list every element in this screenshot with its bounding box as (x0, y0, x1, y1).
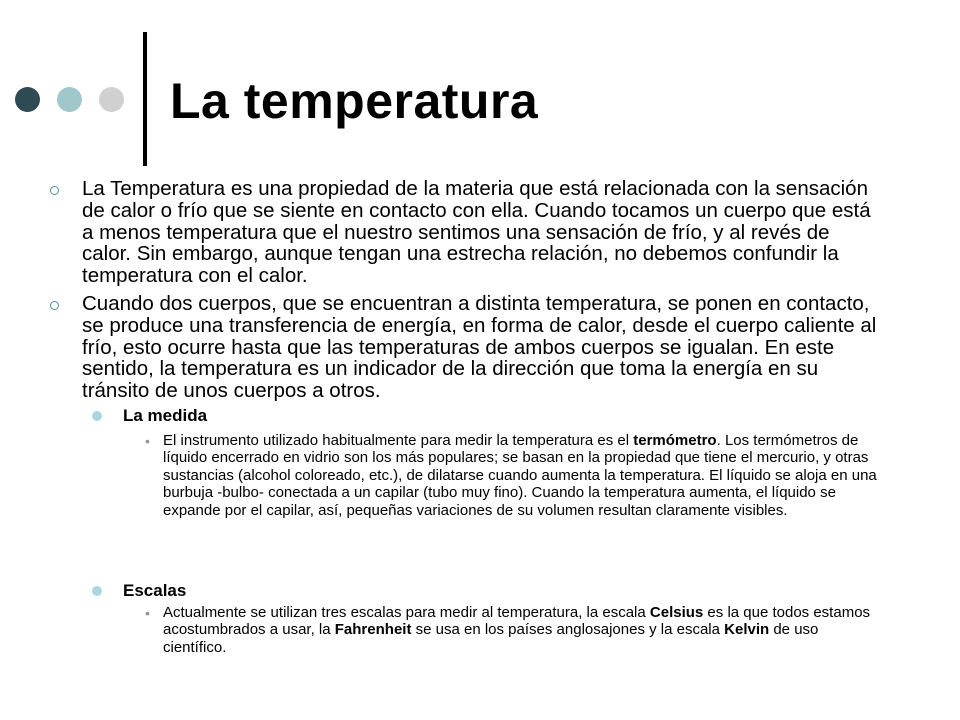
dot-bullet-icon (92, 586, 102, 596)
ring-bullet-icon (50, 186, 59, 195)
term-kelvin: Kelvin (724, 621, 770, 639)
paragraph-heat-transfer: Cuando dos cuerpos, que se encuentran a distinta temperatura, se ponen en contacto, se produce una transferencia de energía, en forma de calor, desde el cuerpo caliente al frío, esto ocurre hasta que las temperaturas de ambos cuerpos se igualan. En este sentido, la temperatura es un indicador de la dirección que toma la energía en su tránsito de unos cuerpos a otros. (82, 292, 877, 403)
small-bullet-icon: • (145, 605, 150, 621)
term-celsius: Celsius (649, 604, 704, 621)
dot-bullet-icon (92, 411, 102, 421)
ring-bullet-icon (50, 301, 59, 310)
term-fahrenheit: Fahrenheit (334, 621, 412, 639)
decor-dot-dark (15, 87, 40, 112)
decor-dot-gray (99, 87, 124, 112)
decor-dot-teal (57, 87, 82, 112)
term-termometro: termómetro (633, 432, 717, 449)
heading-la-medida: La medida (123, 406, 208, 425)
slide-title: La temperatura (170, 73, 539, 129)
paragraph-temperature-definition: La Temperatura es una propiedad de la materia que está relacionada con la sensación de calor o frío que se siente en contacto con ella. Cuando tocamos un cuerpo que está a menos temperatura que el nuestro sentimos una sensación de frío, y al revés de calor. Sin embargo, aunque tengan una estrecha relación, no debemos confundir la temperatura con el calor. (82, 177, 871, 288)
paragraph-scales: Actualmente se utilizan tres escalas para medir al temperatura, la escala Celsius es la que todos estamos acostumbrados a usar, la Fahrenheit se usa en los países anglosajones y la escala Kelvin de uso científico. (163, 604, 871, 656)
paragraph-thermometer: El instrumento utilizado habitualmente para medir la temperatura es el termómetro. Los termómetros de líquido encerrado en vidrio son los más populares; se basan en la propiedad que tiene el mercurio, y otras sustancias (alcohol coloreado, etc.), de dilatarse cuando aumenta la temperatura. El líquido se aloja en una burbuja -bulbo- conectada a un capilar (tubo muy fino). Cuando la temperatura aumenta, el líquido se expande por el capilar, así, pequeñas variaciones de su volumen resultan claramente visibles. (163, 432, 877, 519)
title-divider (143, 32, 147, 166)
small-bullet-icon: • (145, 433, 150, 449)
heading-escalas: Escalas (123, 581, 187, 600)
